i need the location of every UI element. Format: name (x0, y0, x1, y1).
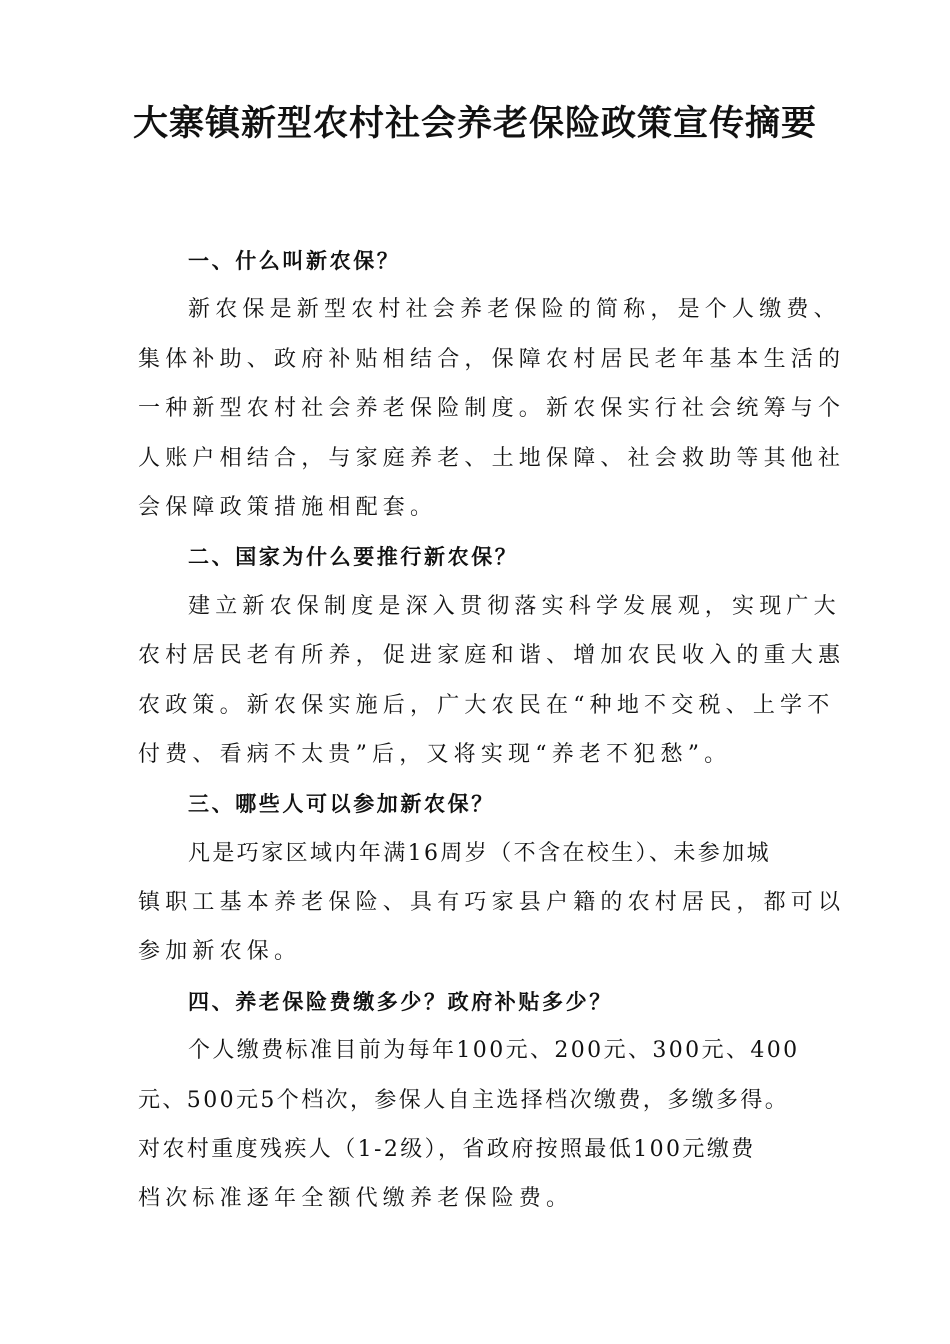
paragraph-line: 参加新农保。 (138, 939, 302, 965)
paragraph-line: 新农保是新型农村社会养老保险的简称，是个人缴费、 (188, 297, 841, 323)
section-heading-2: 二、国家为什么要推行新农保？ (188, 544, 519, 570)
paragraph-line: 会保障政策措施相配套。 (138, 494, 438, 520)
paragraph-line: 个人缴费标准目前为每年100元、200元、300元、400 (188, 1038, 800, 1064)
section-heading-1: 一、什么叫新农保？ (188, 248, 401, 273)
page-title: 大寨镇新型农村社会养老保险政策宣传摘要 (132, 103, 817, 144)
paragraph-line: 建立新农保制度是深入贯彻落实科学发展观，实现广大 (188, 593, 841, 619)
paragraph-line: 元、500元5个档次，参保人自主选择档次缴费，多缴多得。 (138, 1087, 790, 1113)
paragraph-line: 凡是巧家区域内年满16周岁（不含在校生）、未参加城 (188, 840, 771, 866)
paragraph-line: 一种新型农村社会养老保险制度。新农保实行社会统筹与个 (138, 396, 846, 422)
paragraph-line: 农村居民老有所养，促进家庭和谐、增加农民收入的重大惠 (138, 643, 846, 669)
section-heading-3: 三、哪些人可以参加新农保？ (188, 791, 495, 817)
paragraph-line: 对农村重度残疾人（1-2级），省政府按照最低100元缴费 (138, 1137, 756, 1163)
paragraph-line: 镇职工基本养老保险、具有巧家县户籍的农村居民，都可以 (138, 890, 846, 916)
document-body (138, 236, 846, 1224)
paragraph-line: 人账户相结合，与家庭养老、土地保障、社会救助等其他社 (138, 445, 846, 471)
paragraph-line: 档次标准逐年全额代缴养老保险费。 (138, 1186, 574, 1212)
paragraph-line: 集体补助、政府补贴相结合，保障农村居民老年基本生活的 (138, 346, 846, 372)
paragraph-line: 农政策。新农保实施后，广大农民在“种地不交税、上学不 (138, 692, 835, 718)
paragraph-line: 付费、看病不太贵”后，又将实现“养老不犯愁”。 (138, 741, 732, 767)
section-heading-4: 四、养老保险费缴多少？政府补贴多少？ (188, 988, 613, 1014)
